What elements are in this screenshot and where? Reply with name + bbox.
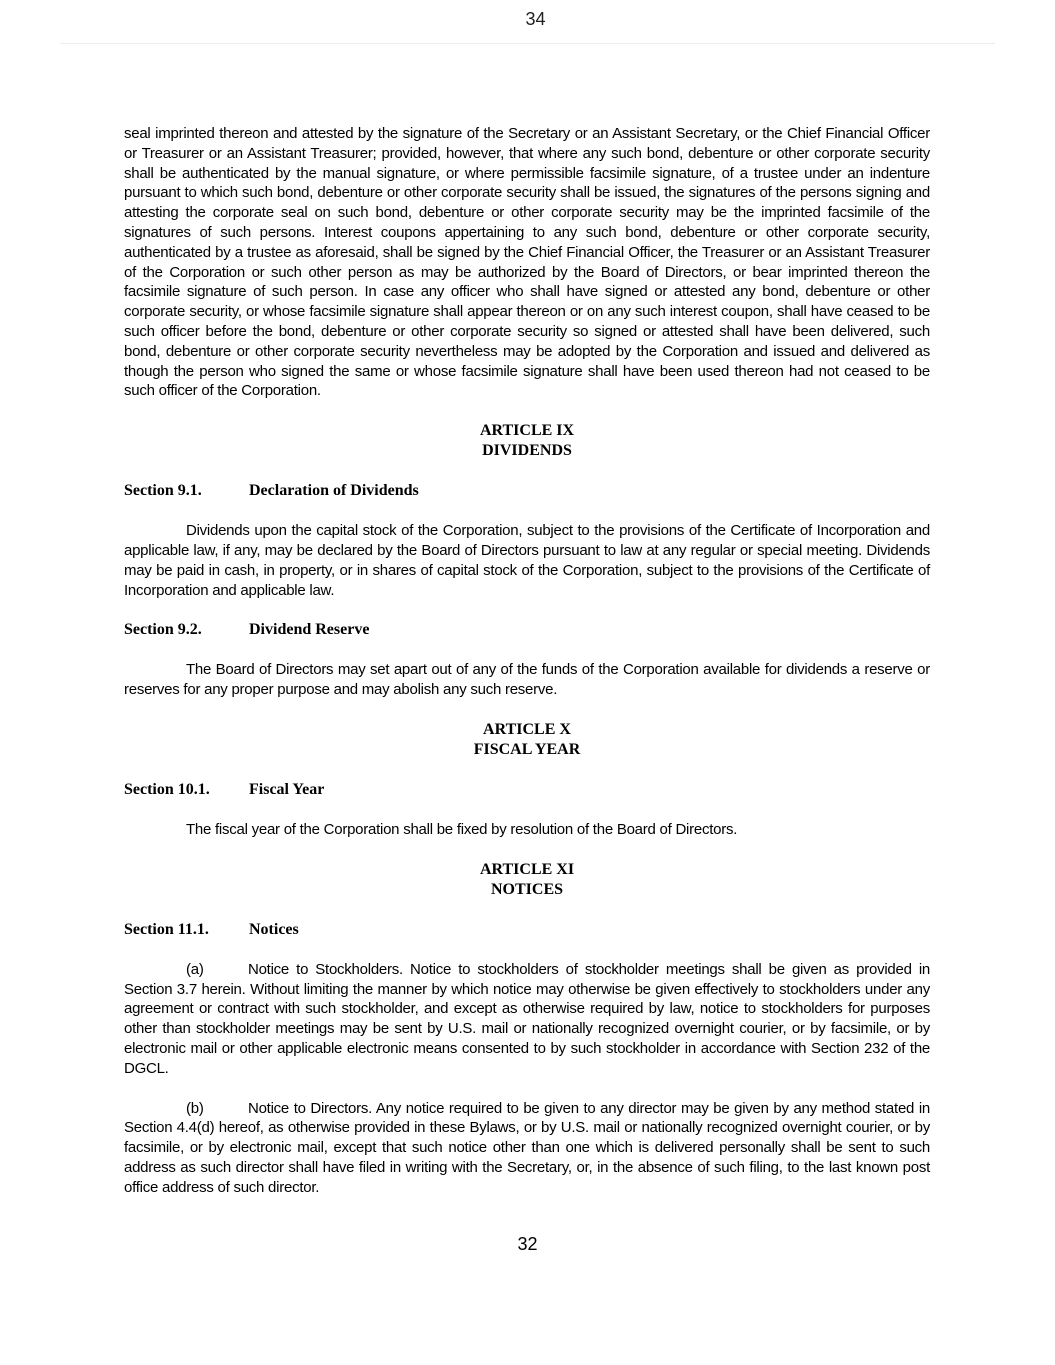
- section-number: Section 9.1.: [124, 482, 202, 500]
- article-number: ARTICLE XI: [479, 860, 575, 878]
- section-10-1-heading: [124, 780, 930, 800]
- section-9-1-heading: [124, 481, 930, 501]
- section-number: Section 9.2.: [124, 621, 202, 639]
- section-11-1-heading: [124, 920, 930, 940]
- section-title: Declaration of Dividends: [249, 482, 419, 500]
- section-10-1-text: The fiscal year of the Corporation shall be fixed by resolution of the Board of Directors.: [186, 820, 738, 838]
- article-ix-heading: [124, 421, 930, 461]
- item-text: Notice to Stockholders. Notice to stockholders of stockholder meetings shall be given as provided in Section 3.7 herein. Without limiting the manner by which notice may otherwise be given effectively to stockholders under any agreement or contract with such stockholder, and except as otherwise required by law, notice to stockholders for purposes other than stockholder meetings may be sent by U.S. mail or nationally recognized overnight courier, or by facsimile, or by electronic mail or other applicable electronic means consented to by such stockholder in accordance with Section 232 of the DGCL.: [124, 960, 930, 1077]
- document-page: [124, 124, 930, 1198]
- viewer-page-indicator: 34: [525, 9, 546, 29]
- section-9-1-text: Dividends upon the capital stock of the Corporation, subject to the provisions of the Certificate of Incorporation and applicable law, if any, may be declared by the Board of Directors pursuant to law at any regular or special meeting. Dividends may be paid in cash, in property, or in shares of capital stock of the Corporation, subject to the provisions of the Certificate of Incorporation and applicable law.: [124, 522, 930, 599]
- opening-paragraph: seal imprinted thereon and attested by the signature of the Secretary or an Assistant Secretary, or the Chief Financial Officer or Treasurer or an Assistant Treasurer; provided, however, that where any such bond, debenture or other corporate security shall be authenticated by the manual signature, or where permissible facsimile signature, of a trustee under an indenture pursuant to which such bond, debenture or other corporate security shall be issued, the signatures of the persons signing and attesting the corporate seal on such bond, debenture or other corporate security may be the imprinted facsimile of the signatures of such persons. Interest coupons appertaining to any such bond, debenture or other corporate security, authenticated by a trustee as aforesaid, shall be signed by the Chief Financial Officer, the Treasurer or an Assistant Treasurer of the Corporation or such other person as may be authorized by the Board of Directors, or bear imprinted thereon the facsimile signature of such person. In case any officer who shall have signed or attested any bond, debenture or other corporate security, or whose facsimile signature shall appear thereon or on any such interest coupon, shall have ceased to be such officer before the bond, debenture or other corporate security so signed or attested shall have been delivered, such bond, debenture or other corporate security nevertheless may be adopted by the Corporation and issued and delivered as though the person who signed the same or whose facsimile signature shall have been used thereon had not ceased to be such officer of the Corporation.: [124, 125, 930, 400]
- section-9-2-heading: [124, 620, 930, 640]
- article-title: DIVIDENDS: [482, 442, 572, 460]
- notice-item-b: [124, 1099, 930, 1198]
- article-xi-heading: [124, 860, 930, 900]
- item-text: Notice to Directors. Any notice required to be given to any director may be given by any method stated in Section 4.4(d) hereof, as otherwise provided in these Bylaws, or by U.S. mail or nationally recognized overnight courier, or by facsimile, or by electronic mail, except that such notice other than one which is delivered personally shall be sent to such address as such director shall have filed in writing with the Secretary, or, in the absence of such filing, to the last known post office address of such director.: [124, 1099, 930, 1196]
- section-9-2-text: The Board of Directors may set apart out of any of the funds of the Corporation available for dividends a reserve or reserves for any proper purpose and may abolish any such reserve.: [124, 661, 930, 699]
- item-label: (a): [186, 960, 204, 978]
- article-title: FISCAL YEAR: [473, 740, 581, 758]
- section-number: Section 10.1.: [124, 780, 210, 798]
- section-title: Notices: [249, 920, 299, 938]
- section-number: Section 11.1.: [124, 920, 209, 938]
- article-number: ARTICLE IX: [479, 422, 575, 440]
- section-title: Fiscal Year: [249, 780, 325, 798]
- item-label: (b): [186, 1099, 204, 1117]
- section-title: Dividend Reserve: [249, 621, 370, 639]
- page-number: 32: [517, 1234, 538, 1254]
- notice-item-a: [124, 960, 930, 1079]
- article-x-heading: [124, 720, 930, 760]
- viewer-divider: [60, 43, 995, 44]
- article-title: NOTICES: [490, 880, 564, 898]
- article-number: ARTICLE X: [483, 720, 571, 738]
